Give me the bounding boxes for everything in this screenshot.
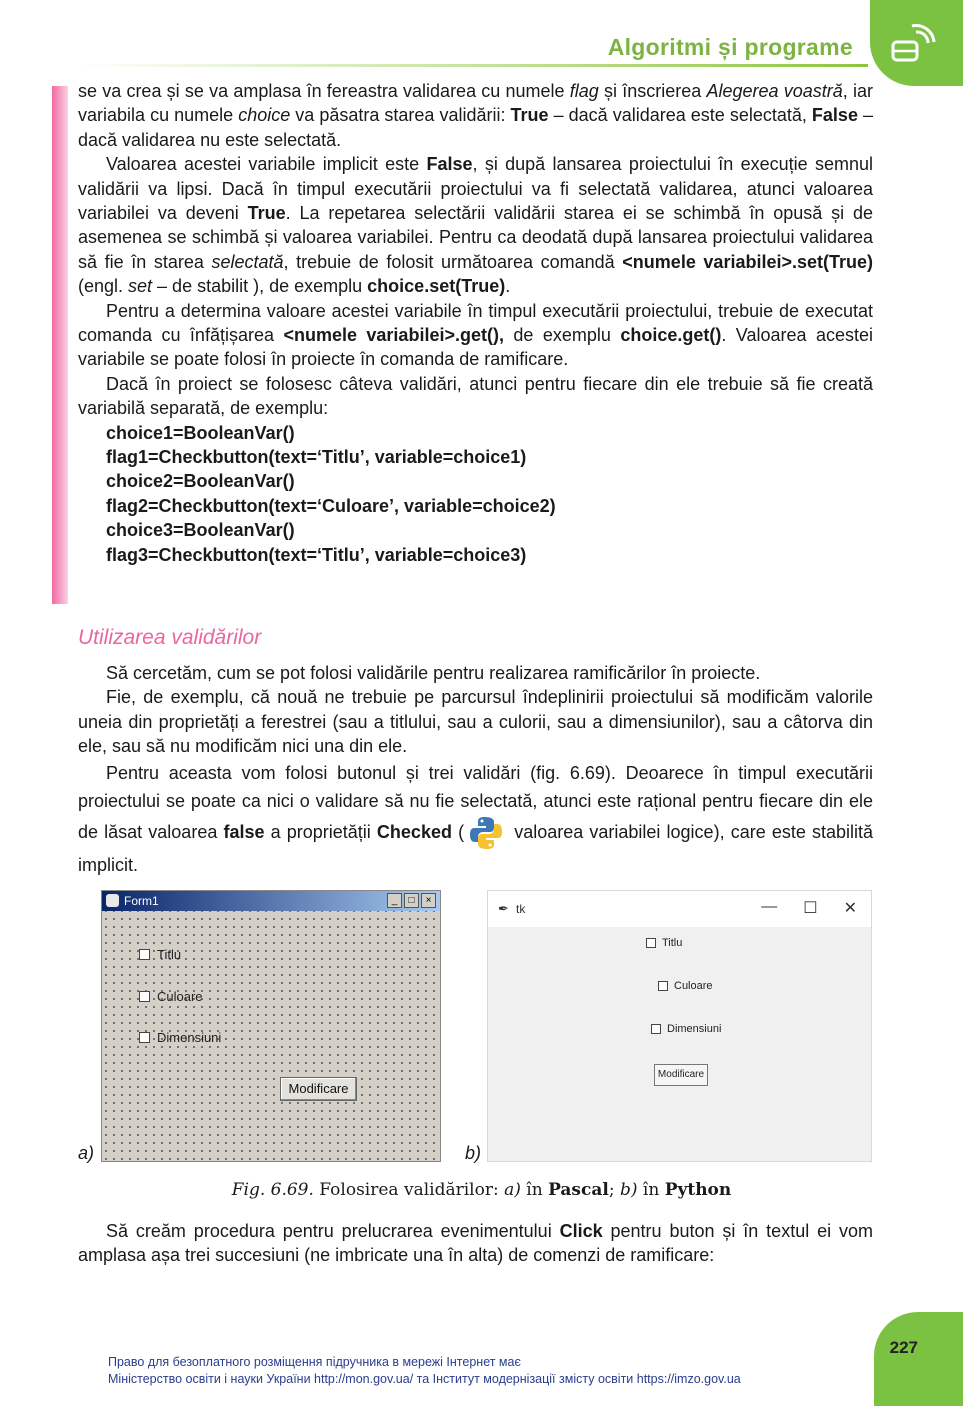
figure-caption: Fig. 6.69. Folosirea validărilor: a) în Pascal; b) în Python <box>231 1180 732 1200</box>
paragraph-4: Dacă în proiect se folosesc câteva validări, atunci pentru fiecare din ele trebuie să fie creată variabilă separată, de exemplu: <box>78 373 873 419</box>
maximize-icon[interactable]: ☐ <box>803 900 818 917</box>
pascal-titlebar <box>102 891 440 911</box>
minimize-icon[interactable]: — <box>761 898 778 915</box>
checkbox-culoare[interactable]: Culoare <box>139 989 203 1004</box>
code-block <box>106 421 873 567</box>
code-line: flag2=Checkbutton(text=‘Culoare’, variable=choice2) <box>106 495 556 516</box>
tk-titlebar <box>488 891 871 927</box>
checkbox-dimensiuni[interactable]: Dimensiuni <box>139 1030 221 1045</box>
close-icon[interactable]: × <box>421 893 436 908</box>
tk-window <box>487 890 872 1162</box>
pascal-form-window <box>101 890 441 1162</box>
tk-checkbox-culoare[interactable]: Culoare <box>658 980 713 992</box>
code-line: choice1=BooleanVar() <box>106 422 295 443</box>
modificare-button[interactable]: Modificare <box>280 1077 357 1101</box>
paragraph-3: Pentru a determina valoare acestei variabile în timpul executării proiectului, trebuie de executat comanda cu înfățișarea <numele variabilei>.get(), de exemplu choice.get(). Valoarea acestei variabile se poate folosi în proiecte în comanda de ramificare. <box>78 300 873 370</box>
block-1 <box>78 79 873 567</box>
page-number: 227 <box>889 1338 918 1357</box>
python-logo-icon <box>468 815 504 851</box>
section-paragraph-3: Pentru aceasta vom folosi butonul și trei validări (fig. 6.69). Deoarece în timpul executării proiectului se poate ca nici o validare să nu fie selectată, atunci este rațional pentru fiecare din ele de lăsat valoarea false a proprietății Checked ( valoarea variabilei logice), care este stabilită implicit. <box>78 762 874 875</box>
tk-window-title: tk <box>516 902 526 916</box>
pascal-window-controls <box>387 893 436 908</box>
page-number-tab <box>874 1312 963 1406</box>
section-body <box>78 661 873 879</box>
figure-label-b: b) <box>465 1143 482 1163</box>
footer-line-2: Міністерство освіти і науки України http://mon.gov.ua/ та Інститут модернізації змісту освіти https://imzo.gov.ua <box>108 1372 741 1386</box>
code-line: flag3=Checkbutton(text=‘Titlu’, variable=choice3) <box>106 544 527 565</box>
checkbox-icon[interactable] <box>658 981 668 991</box>
minimize-icon[interactable]: _ <box>387 893 402 908</box>
form-icon <box>106 894 119 907</box>
checkbox-titlu[interactable]: Titlu <box>139 947 181 962</box>
checkbox-icon[interactable] <box>139 949 150 960</box>
section-title: Utilizarea validărilor <box>78 626 262 649</box>
highlight-bar <box>52 86 68 604</box>
tk-checkbox-titlu[interactable]: Titlu <box>646 937 682 949</box>
tk-checkbox-dimensiuni[interactable]: Dimensiuni <box>651 1023 721 1035</box>
checkbox-icon[interactable] <box>139 1032 150 1043</box>
section-paragraph-2: Fie, de exemplu, că nouă ne trebuie pe parcursul îndeplinirii proiectului să modificăm valorile uneia din proprietăți a ferestrei (sau a titlului, sau a culorii, sau a dimensiunilor), sau a câtorva din ele, sau să nu modificăm nici una din ele. <box>78 687 873 757</box>
figure-label-a: a) <box>78 1143 95 1163</box>
paragraph-2: Valoarea acestei variabile implicit este False, și după lansarea proiectului în execuție semnul validării va lipsi. Dacă în timpul executării proiectului va fi selectată validarea, atunci valoarea variabilei va deveni True. La repetarea selectării validării starea ei se schimbă în opusă și de asemenea se schimbă și valoarea variabilei. Pentru ca deodată după lansarea proiectului validarea să fie în starea selectată, trebuie de folosit următoarea comandă <numele variabilei>.set(True) (engl. set – de stabilit ), de exemplu choice.set(True). <box>78 154 874 297</box>
code-line: choice3=BooleanVar() <box>106 520 295 541</box>
maximize-icon[interactable]: □ <box>404 893 419 908</box>
footer-line-1: Право для безоплатного розміщення підручника в мережі Інтернет має <box>108 1355 521 1369</box>
tk-modificare-button[interactable]: Modificare <box>654 1064 708 1086</box>
footer-notice <box>108 1354 741 1388</box>
code-line: choice2=BooleanVar() <box>106 471 295 492</box>
pascal-form-title: Form1 <box>124 894 159 908</box>
paragraph-1: se va crea și se va amplasa în fereastra validarea cu numele flag și înscrierea Alegerea voastră, iar variabila cu numele choice va păsatra starea validării: True – dacă validarea este selectată, False – dacă validarea nu este selectată. <box>78 81 874 150</box>
chapter-icon <box>890 22 940 66</box>
closing-paragraph: Să creăm procedura pentru prelucrarea evenimentului Click pentru buton și în textul ei vom amplasa așa trei succesiuni (ne imbricate una în alta) de comenzi de ramificare: <box>78 1221 873 1266</box>
code-line: flag1=Checkbutton(text=‘Titlu’, variable=choice1) <box>106 447 527 468</box>
checkbox-icon[interactable] <box>651 1024 661 1034</box>
closing-text <box>78 1219 873 1268</box>
tk-feather-icon: ✒ <box>498 901 509 916</box>
section-paragraph-1: Să cercetăm, cum se pot folosi validările pentru realizarea ramificărilor în proiecte. <box>106 663 761 683</box>
chapter-header-title: Algoritmi și programe <box>607 34 853 60</box>
checkbox-icon[interactable] <box>646 938 656 948</box>
header-tab <box>870 0 963 86</box>
header-rule <box>78 64 868 67</box>
checkbox-icon[interactable] <box>139 991 150 1002</box>
tk-window-controls <box>761 898 857 918</box>
close-icon[interactable]: ✕ <box>843 900 857 917</box>
